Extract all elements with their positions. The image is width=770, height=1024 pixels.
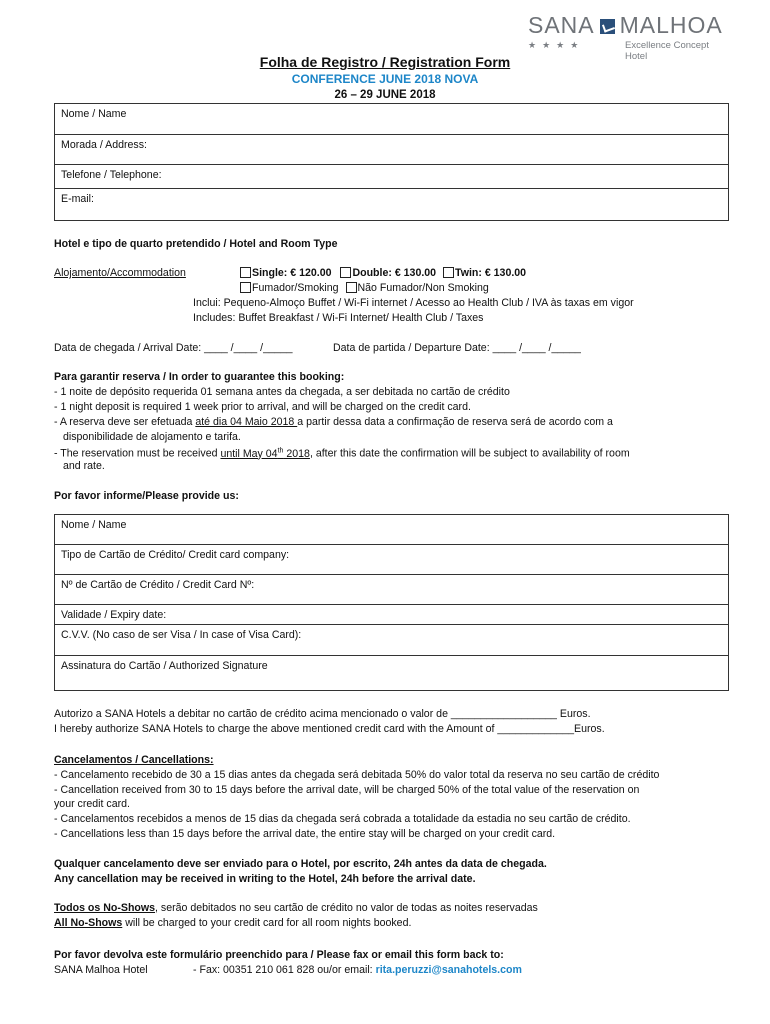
room-includes-en: Includes: Buffet Breakfast / Wi-Fi Internet/ Health Club / Taxes	[193, 312, 484, 324]
authorization-pt: Autorizo a SANA Hotels a debitar no cartão de crédito acima mencionado o valor de __________________ Euros.	[54, 708, 591, 720]
card-section-title: Por favor informe/Please provide us:	[54, 490, 239, 502]
twin-room-checkbox[interactable]	[443, 267, 454, 278]
departure-date-field[interactable]: Data de partida / Departure Date: ____ /____ /_____	[333, 342, 581, 354]
cancellation-line-2: - Cancellation received from 30 to 15 days before the arrival date, will be charged 50% of the total value of the reservation on	[54, 784, 640, 796]
guarantee-line-3-cont: disponibilidade de alojamento e tarifa.	[63, 431, 241, 443]
card-company-field[interactable]: Tipo de Cartão de Crédito/ Credit card company:	[55, 545, 728, 575]
cancellation-line-4: - Cancellations less than 15 days before the arrival date, the entire stay will be charged on your credit card.	[54, 828, 556, 840]
guarantee-line-4-cont: and rate.	[63, 460, 105, 472]
cancellation-line-2-cont: your credit card.	[54, 798, 130, 810]
card-cvv-field[interactable]: C.V.V. (No caso de ser Visa / In case of Visa Card):	[55, 625, 728, 656]
logo-stars-icon: ★★★★	[528, 40, 585, 50]
return-instructions: Por favor devolva este formulário preenchido para / Please fax or email this form back to:	[54, 949, 504, 961]
accommodation-label: Alojamento/Accommodation	[54, 267, 186, 279]
twin-room-label: Twin: € 130.00	[455, 267, 527, 279]
guarantee-line-3: - A reserva deve ser efetuada até dia 04 Maio 2018 a partir dessa data a confirmação de reserva será de acordo com a	[54, 416, 613, 428]
return-email-link[interactable]: rita.peruzzi@sanahotels.com	[375, 964, 522, 976]
logo-brand-right: MALHOA	[619, 12, 723, 38]
room-section-title: Hotel e tipo de quarto pretendido / Hotel and Room Type	[54, 238, 338, 250]
double-room-checkbox[interactable]	[340, 267, 351, 278]
guarantee-line-2: - 1 night deposit is required 1 week prior to arrival, and will be charged on the credit card.	[54, 401, 471, 413]
double-room-label: Double: € 130.00	[352, 267, 437, 279]
logo-brand-left: SANA	[528, 12, 595, 38]
form-title: Folha de Registro / Registration Form	[259, 54, 511, 70]
logo-emblem-icon	[600, 19, 615, 34]
logo-tagline: Excellence Concept Hotel	[625, 40, 709, 62]
single-room-checkbox[interactable]	[240, 267, 251, 278]
guest-name-field[interactable]: Nome / Name	[55, 104, 728, 135]
card-details-form	[54, 514, 729, 691]
cancellation-line-3: - Cancelamentos recebidos a menos de 15 dias da chegada será cobrada a totalidade da estadia no seu cartão de crédito.	[54, 813, 631, 825]
smoking-checkbox[interactable]	[240, 282, 251, 293]
non-smoking-checkbox[interactable]	[346, 282, 357, 293]
guest-email-field[interactable]: E-mail:	[61, 193, 94, 205]
guest-address-field[interactable]: Morada / Address:	[55, 135, 728, 165]
smoking-label: Fumador/Smoking	[252, 282, 339, 294]
guest-telephone-field[interactable]: Telefone / Telephone:	[55, 165, 728, 189]
form-subtitle: CONFERENCE JUNE 2018 NOVA	[291, 72, 479, 86]
card-expiry-field[interactable]: Validade / Expiry date:	[55, 605, 728, 625]
room-includes-pt: Inclui: Pequeno-Almoço Buffet / Wi-Fi internet / Acesso ao Health Club / IVA às taxas em vigor	[193, 297, 634, 309]
guest-details-form	[54, 103, 729, 221]
event-dates: 26 – 29 JUNE 2018	[334, 89, 436, 101]
card-holder-name-field[interactable]: Nome / Name	[55, 515, 728, 545]
guarantee-line-4: - The reservation must be received until May 04th 2018, after this date the confirmation will be subject to availability of room	[54, 447, 630, 460]
cancellation-notice-en: Any cancellation may be received in writing to the Hotel, 24h before the arrival date.	[54, 873, 476, 885]
cancellation-notice-pt: Qualquer cancelamento deve ser enviado para o Hotel, por escrito, 24h antes da data de chegada.	[54, 858, 547, 870]
guarantee-title: Para garantir reserva / In order to guarantee this booking:	[54, 371, 345, 383]
single-room-label: Single: € 120.00	[252, 267, 332, 279]
non-smoking-label: Não Fumador/Non Smoking	[357, 282, 489, 294]
cancellation-line-1: - Cancelamento recebido de 30 a 15 dias antes da chegada será debitada 50% do valor total da reserva no seu cartão de crédito	[54, 769, 660, 781]
arrival-date-field[interactable]: Data de chegada / Arrival Date: ____ /____ /_____	[54, 342, 293, 354]
no-shows-pt: Todos os No-Shows, serão debitados no seu cartão de crédito no valor de todas as noites reservadas	[54, 902, 538, 914]
return-contact: - Fax: 00351 210 061 828 ou/or email: rita.peruzzi@sanahotels.com	[193, 964, 522, 976]
guarantee-line-1: - 1 noite de depósito requerida 01 semana antes da chegada, a ser debitada no cartão de crédito	[54, 386, 510, 398]
hotel-logo	[528, 12, 728, 62]
return-hotel-name: SANA Malhoa Hotel	[54, 964, 148, 976]
card-number-field[interactable]: Nº de Cartão de Crédito / Credit Card Nº:	[55, 575, 728, 605]
no-shows-en: All No-Shows will be charged to your credit card for all room nights booked.	[54, 917, 412, 929]
authorization-en: I hereby authorize SANA Hotels to charge the above mentioned credit card with the Amount of _____________Euros.	[54, 723, 605, 735]
card-signature-field[interactable]: Assinatura do Cartão / Authorized Signature	[61, 660, 268, 672]
cancellations-title: Cancelamentos / Cancellations:	[54, 754, 214, 766]
